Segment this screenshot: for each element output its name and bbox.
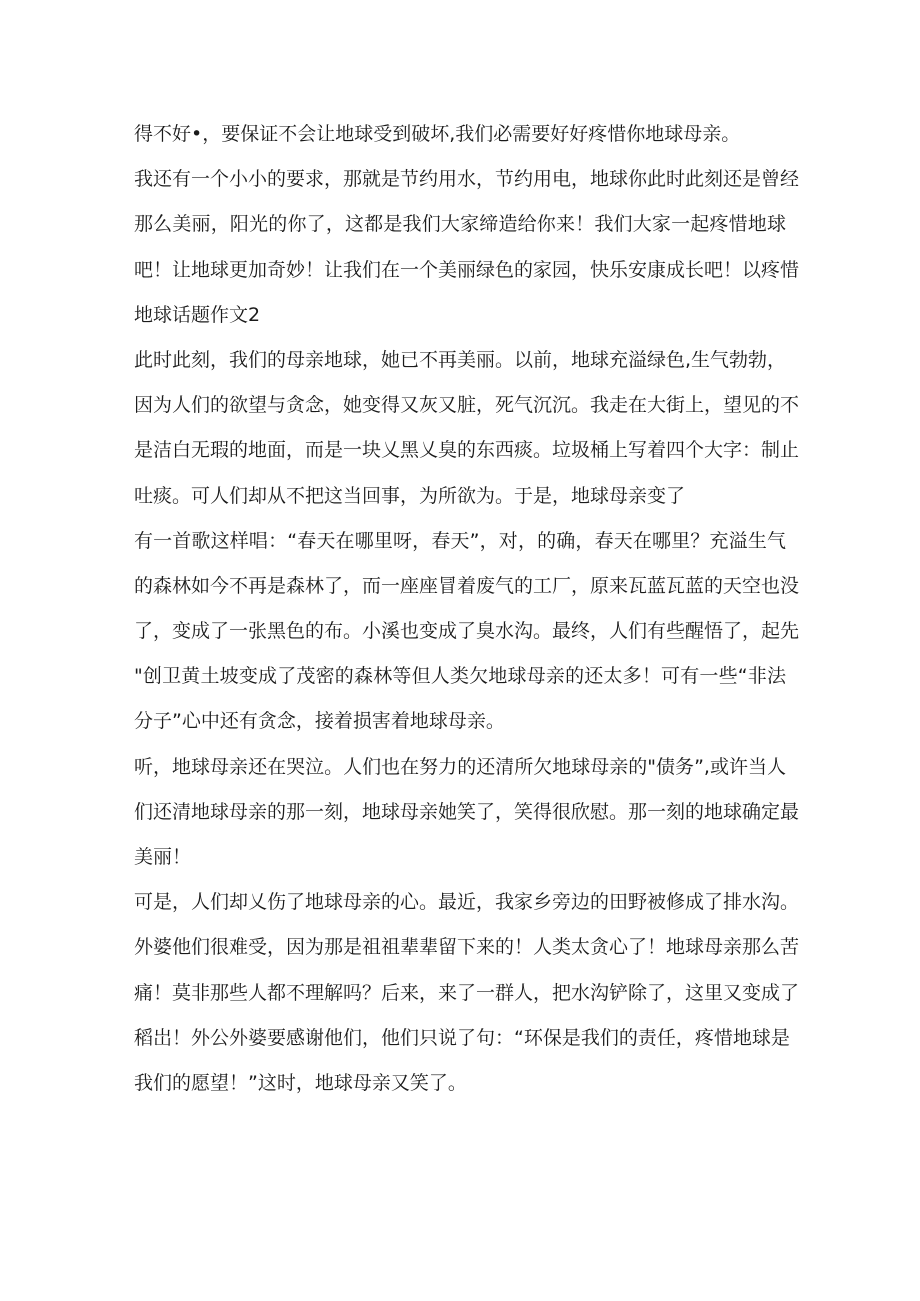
text-line: 分子”心中还有贪念，接着损害着地球母亲。 <box>134 710 505 733</box>
text-line: 的森林如今不再是森林了，而一座座冒着废气的工厂，原来瓦蓝瓦蓝的天空也没 <box>134 574 800 597</box>
essay-body <box>134 112 800 1106</box>
text-line: 此时此刻，我们的母亲地球，她已不再美丽。以前，地球充溢绿色,生气勃勃， <box>134 348 787 371</box>
text-line: 们还清地球母亲的那一刻，地球母亲她笑了，笑得很欣慰。那一刻的地球确定最 <box>134 800 800 823</box>
text-line: 我们的愿望！”这时，地球母亲又笑了。 <box>134 1071 467 1094</box>
text-line: "创卫黄土坡变成了茂密的森林等但人类欠地球母亲的还太多！可有一些“非法 <box>134 665 786 688</box>
text-line: 痛！莫非那些人都不理解吗？后来，来了一群人，把水沟铲除了，这里又变成了 <box>134 981 800 1004</box>
text-line: 外婆他们很难受，因为那是祖祖辈辈留下来的！人类太贪心了！地球母亲那么苦 <box>134 936 800 959</box>
text-line: 吧！让地球更加奇妙！让我们在一个美丽绿色的家园，快乐安康成长吧！以疼惜 <box>134 258 800 281</box>
text-line: 有一首歌这样唱：“春天在哪里呀，春天”，对，的确，春天在哪里？充溢生气 <box>134 529 786 552</box>
section-heading: 地球话题作文2 <box>134 303 261 326</box>
text-line: 是洁白无瑕的地面，而是一块乂黑乂臭的东西痰。垃圾桶上写着四个大字：制止 <box>134 439 800 462</box>
text-line: 得不好•，要保证不会让地球受到破坏,我们必需要好好疼惜你地球母亲。 <box>134 123 741 145</box>
text-line: 可是，人们却乂伤了地球母亲的心。最近，我家乡旁边的田野被修成了排水沟。 <box>134 891 800 914</box>
text-line: 听，地球母亲还在哭泣。人们也在努力的还清所欠地球母亲的"债务”,或许当人 <box>134 755 786 778</box>
text-line: 那么美丽，阳光的你了，这都是我们大家缔造给你来！我们大家一起疼惜地球 <box>134 213 786 236</box>
text-line: 了，变成了一张黑色的布。小溪也变成了臭水沟。最终，人们有些醒悟了，起先 <box>134 620 800 643</box>
text-line: 因为人们的欲望与贪念，她变得又灰又脏，死气沉沉。我走在大街上，望见的不 <box>134 394 800 417</box>
text-line: 我还有一个小小的要求，那就是节约用水，节约用电，地球你此时此刻还是曾经 <box>134 168 800 191</box>
text-line: 稻岀！外公外婆要感谢他们，他们只说了句：“环保是我们的责任，疼惜地球是 <box>134 1026 790 1049</box>
text-line: 吐痰。可人们却从不把这当回事，为所欲为。于是，地球母亲变了 <box>134 484 686 507</box>
text-line: 美丽！ <box>134 846 192 868</box>
